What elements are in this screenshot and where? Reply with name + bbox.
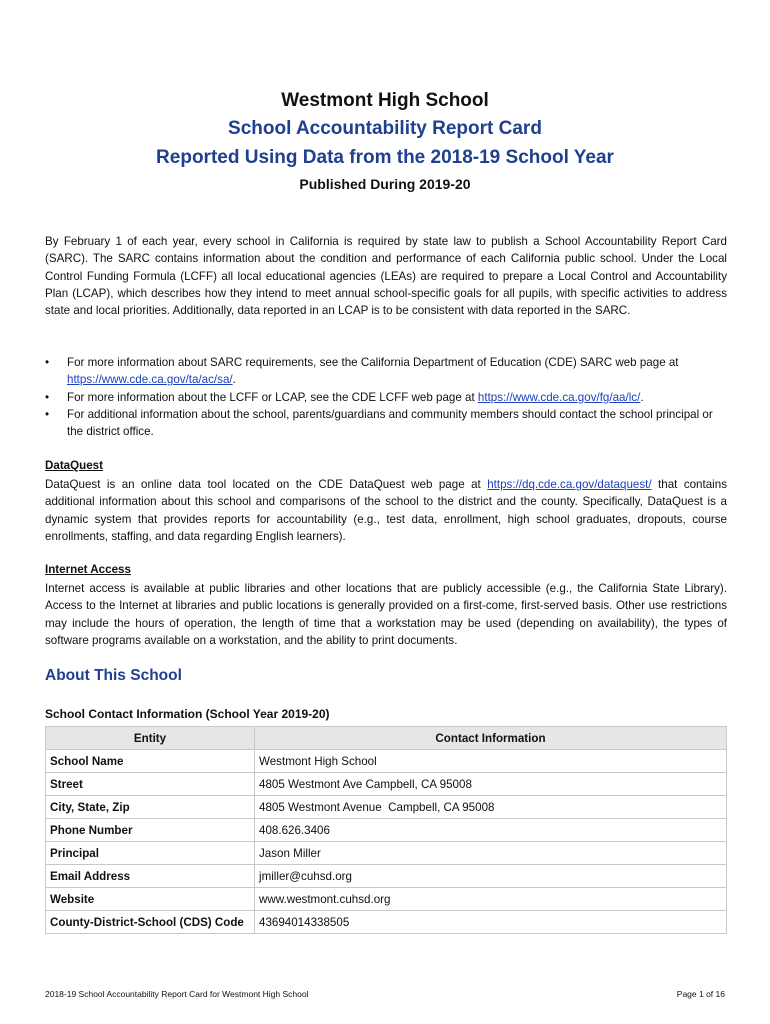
dataquest-text: DataQuest is an online data tool located on the CDE DataQuest web page at bbox=[45, 478, 488, 491]
table-header-row bbox=[46, 727, 727, 750]
bullet-text: For more information about the LCFF or LCAP, see the CDE LCFF web page at bbox=[67, 390, 478, 404]
table-row bbox=[46, 796, 727, 819]
bullet-text-end: . bbox=[640, 390, 644, 404]
lcff-link[interactable]: https://www.cde.ca.gov/fg/aa/lc/ bbox=[477, 390, 641, 404]
published-line: Published During 2019-20 bbox=[299, 176, 471, 192]
bullet-contact bbox=[45, 406, 727, 441]
school-name-title: Westmont High School bbox=[281, 90, 489, 111]
info-cell: 43694014338505 bbox=[255, 911, 727, 934]
table-row bbox=[46, 819, 727, 842]
table-row bbox=[46, 911, 727, 934]
info-cell: 4805 Westmont Avenue Campbell, CA 95008 bbox=[255, 796, 727, 819]
bullet-sarc bbox=[45, 354, 727, 389]
info-bullet-list bbox=[45, 354, 727, 440]
dataquest-link[interactable]: https://dq.cde.ca.gov/dataquest/ bbox=[487, 478, 652, 491]
footer-document-title: 2018-19 School Accountability Report Card for Westmont High School bbox=[45, 989, 309, 999]
info-cell: 4805 Westmont Ave Campbell, CA 95008 bbox=[255, 773, 727, 796]
info-cell: www.westmont.cuhsd.org bbox=[255, 888, 727, 911]
entity-cell: Phone Number bbox=[46, 819, 255, 842]
dataquest-paragraph bbox=[45, 476, 727, 545]
dataquest-heading: DataQuest bbox=[45, 459, 103, 472]
internet-access-paragraph: Internet access is available at public libraries and other locations that are publicly accessible (e.g., the California State Library). Access to the Internet at libraries and public locations is generally provided on a first-come, first-served basis. Other use restrictions may include the hours of operation, the length of time that a workstation may be used (depending on availability), the types of software programs available on a workstation, and the ability to print documents. bbox=[45, 582, 727, 647]
bullet-text: For more information about SARC requirements, see the California Department of Education (CDE) SARC web page at bbox=[67, 356, 679, 369]
internet-access-heading: Internet Access bbox=[45, 563, 131, 576]
intro-paragraph: By February 1 of each year, every school in California is required by state law to publish a School Accountability Report Card (SARC). The SARC contains information about the condition and performance of each California public school. Under the Local Control Funding Formula (LCFF) all local educational agencies (LEAs) are required to prepare a Local Control and Accountability Plan (LCAP), which describes how they intend to meet annual school-specific goals for all pupils, with specific activities to address state and local priorities. Additionally, data reported in an LCAP is to be consistent with data reported in the SARC. bbox=[45, 235, 727, 318]
table-row bbox=[46, 773, 727, 796]
table-row bbox=[46, 865, 727, 888]
dataquest-text-end: that contains additional information about this school and comparisons of the school to the district and the county. Specifically, DataQuest is a dynamic system that provides reports for accountability (e.g., test data, enrollment, high school graduates, dropouts, course enrollments, staffing, and data regarding English learners). bbox=[45, 478, 727, 543]
entity-cell: Email Address bbox=[46, 865, 255, 888]
contact-table-caption: School Contact Information (School Year 2019-20) bbox=[45, 707, 330, 721]
info-cell: Jason Miller bbox=[255, 842, 727, 865]
entity-cell: Website bbox=[46, 888, 255, 911]
bullet-text: For additional information about the school, parents/guardians and community members should contact the school principal or the district office. bbox=[67, 407, 713, 439]
info-cell: Westmont High School bbox=[255, 750, 727, 773]
column-header-entity: Entity bbox=[46, 727, 255, 750]
bullet-lcff bbox=[45, 389, 727, 406]
report-title: School Accountability Report Card bbox=[228, 118, 542, 139]
table-row bbox=[46, 750, 727, 773]
info-cell: 408.626.3406 bbox=[255, 819, 727, 842]
footer-page-number: Page 1 of 16 bbox=[676, 989, 725, 999]
entity-cell: Principal bbox=[46, 842, 255, 865]
entity-cell: Street bbox=[46, 773, 255, 796]
table-row bbox=[46, 888, 727, 911]
sarc-link[interactable]: https://www.cde.ca.gov/ta/ac/sa/ bbox=[67, 373, 233, 387]
bullet-icon: • bbox=[45, 407, 50, 421]
contact-info-table bbox=[45, 726, 727, 934]
entity-cell: City, State, Zip bbox=[46, 796, 255, 819]
entity-cell: County-District-School (CDS) Code bbox=[46, 911, 255, 934]
about-school-heading: About This School bbox=[45, 667, 182, 684]
data-year-title: Reported Using Data from the 2018-19 School Year bbox=[156, 147, 614, 168]
bullet-icon: • bbox=[45, 390, 50, 404]
bullet-icon: • bbox=[45, 356, 50, 369]
bullet-text-end: . bbox=[232, 373, 236, 387]
info-cell: jmiller@cuhsd.org bbox=[255, 865, 727, 888]
column-header-contact: Contact Information bbox=[255, 727, 727, 750]
table-row bbox=[46, 842, 727, 865]
entity-cell: School Name bbox=[46, 750, 255, 773]
